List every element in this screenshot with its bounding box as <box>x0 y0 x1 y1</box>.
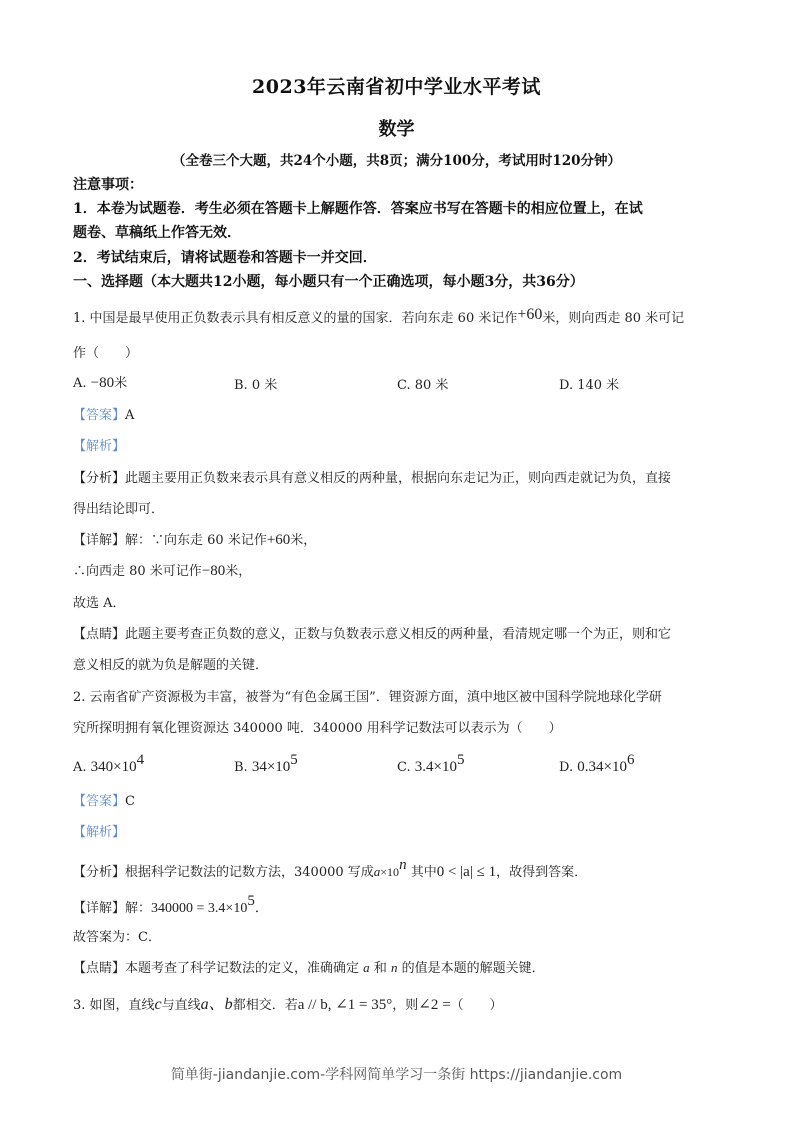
q2-dianjing: 【点睛】本题考查了科学记数法的定义，准确确定 a 和 n 的值是本题的解题关键． <box>73 960 545 976</box>
q2-fenxi: 【分析】根据科学记数法的记数方法，340000 写成$a\times 10^n$ 其中0 < |a| ≤ 1，故得到答案． <box>73 857 588 880</box>
q1-analysis-label: 【解析】 <box>73 439 126 454</box>
q2-answer: 【答案】C <box>73 794 135 809</box>
notes-item-2: 2．考试结束后，请将试题卷和答题卡一并交回． <box>73 250 377 266</box>
q1-option-a: A. −80米 <box>73 375 128 391</box>
section-1-heading: 一、选择题（本大题共12小题，每小题只有一个正确选项，每小题3分，共36分） <box>73 274 584 290</box>
footer-watermark: 简单街-jiandanjie.com-学科网简单学习一条街 https://jiandanjie.com <box>170 1067 623 1083</box>
q1-stem-line-1: 1. 中国是最早使用正负数表示具有相反意义的量的国家．若向东走 60 米记作+60米，则向西走 80 米可记 <box>73 306 685 326</box>
q1-option-d: D. 140 米 <box>559 378 620 393</box>
exam-scope: （全卷三个大题，共24个小题，共8页；满分100分，考试用时120分钟） <box>171 153 622 169</box>
q1-dianjing-line-1: 【点睛】此题主要考查正负数的意义，正数与负数表示意义相反的两种量，看清规定哪一个为正，则和它 <box>73 627 672 642</box>
answer-label: 【答案】 <box>73 408 126 423</box>
q2-option-b: B. $34\times 10^5$ <box>234 752 298 775</box>
q2-analysis-label: 【解析】 <box>73 825 126 840</box>
q2-option-a: A. $340\times 10^4$ <box>73 752 145 775</box>
q1-option-b: B. 0 米 <box>234 378 278 393</box>
q1-fenxi-line-2: 得出结论即可． <box>73 502 165 517</box>
q2-conclusion: 故答案为：C． <box>73 930 161 945</box>
q2-stem-line-2: 究所探明拥有氧化锂资源达 340000 吨．340000 用科学记数法可以表示为（ ） <box>73 721 562 736</box>
q1-stem-line-2: 作（ ） <box>73 346 139 361</box>
q1-option-c: C. 80 米 <box>397 378 449 393</box>
q1-xiangjie-line-1: 【详解】解：∵向东走 60 米记作+60米， <box>73 532 317 548</box>
q3-stem: 3. 如图，直线c与直线a、b都相交．若a // b, ∠1 = 35°，则∠2 =（ ） <box>73 996 503 1013</box>
q1-xiangjie-line-3: 故选 A． <box>73 596 126 611</box>
notes-item-1-line-2: 题卷、草稿纸上作答无效． <box>73 225 241 241</box>
notes-item-1-line-1: 1．本卷为试题卷．考生必须在答题卡上解题作答．答案应书写在答题卡的相应位置上，在试 <box>73 201 643 217</box>
q1-fenxi-line-1: 【分析】此题主要用正负数来表示具有意义相反的两种量，根据向东走记为正，则向西走就记为负，直接 <box>73 471 672 486</box>
notes-heading: 注意事项： <box>73 177 143 193</box>
q2-option-c: C. $3.4\times 10^5$ <box>397 752 465 775</box>
q1-xiangjie-line-2: ∴向西走 80 米可记作−80米， <box>73 563 252 579</box>
q1-answer: 【答案】A <box>73 408 135 423</box>
answer-label: 【答案】 <box>73 794 126 809</box>
q2-xiangjie: 【详解】解：$340000 = 3.4\times 10^5$． <box>73 893 268 916</box>
exam-title: 2023年云南省初中学业水平考试 <box>252 76 541 98</box>
q1-dianjing-line-2: 意义相反的就为负是解题的关键． <box>73 658 269 673</box>
subject-title: 数学 <box>378 119 415 140</box>
q1-stem-math: +60 <box>517 306 543 323</box>
q2-stem-line-1: 2. 云南省矿产资源极为丰富，被誉为“有色金属王国”．锂资源方面，滇中地区被中国科学院地球化学研 <box>73 690 662 705</box>
q2-option-d: D. $0.34\times 10^6$ <box>559 752 635 775</box>
